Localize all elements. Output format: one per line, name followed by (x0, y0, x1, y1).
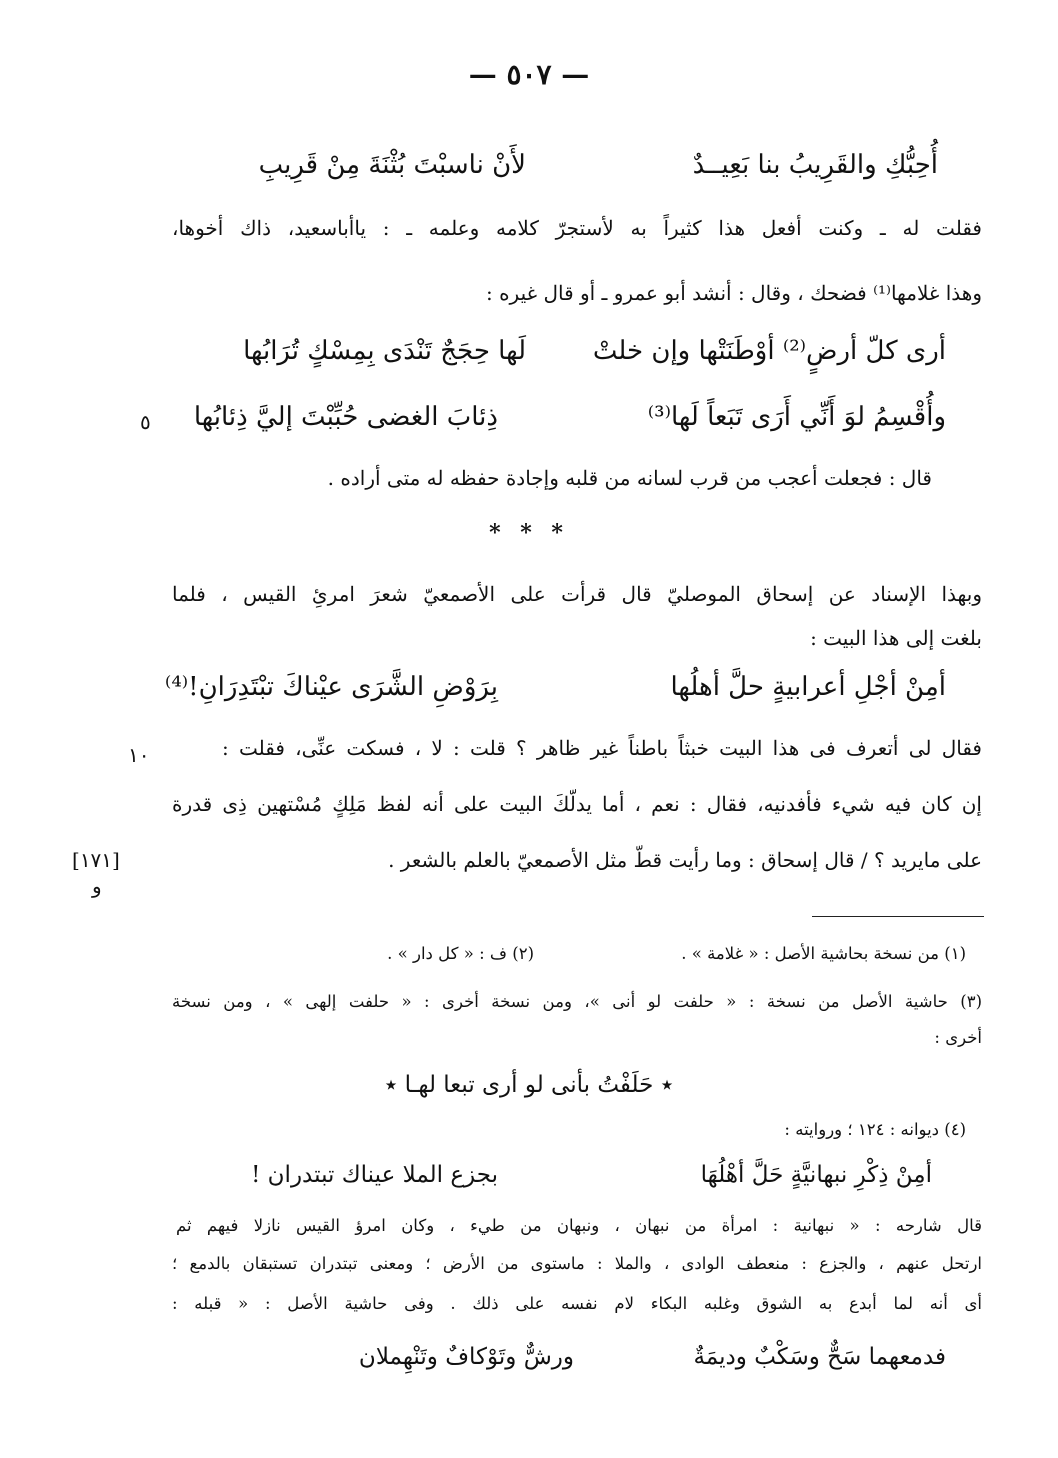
commentary-line: أى أنه لما أبدع به الشوق وغلبه البكاء لام نفسه على ذلك . وفى حاشية الأصل : « قبله : (172, 1294, 982, 1313)
verse-4 (0, 672, 1058, 712)
verse-3 (0, 402, 1058, 442)
prose-line: بلغت إلى هذا البيت : (810, 626, 982, 650)
prose-line: على مايريد ؟ / قال إسحاق : وما رأيت قطّ مثل الأصمعيّ بالعلم بالشعر . (388, 848, 982, 872)
verse-2 (0, 336, 1058, 376)
footnote-4-verse-right-hemistich: أمِنْ ذِكْرِ نبهانيَّةٍ حَلَّ أهْلُهَا (700, 1162, 932, 1188)
footnote-2: (٢) ف : « كل دار » . (387, 944, 534, 963)
verse-2-left-hemistich: لَها حِجَجٌ تَنْدَى بِمِسْكٍ تُرَابُها (243, 336, 526, 366)
prose-line: وهذا غلامها⁽¹⁾ فضحك ، وقال : أنشد أبو عمرو ـ أو قال غيره : (485, 281, 982, 305)
footnote-3-verse: ٭ حَلَفْتُ بأنى لو أرى تبعا لهـا ٭ (384, 1072, 674, 1098)
footnote-4-verse (0, 1162, 1058, 1198)
footnote-4: (٤) ديوانه : ١٢٤ ؛ وروايته : (784, 1120, 966, 1139)
verse-3-right-hemistich: وأُقْسِمُ لوَ أَنِّي أَرَى تَبَعاً لَها⁽³⁾ (647, 402, 946, 432)
verse-1-left-hemistich: لأَنْ ناسبْتَ بُثْنَةَ مِنْ قَرِيبِ (258, 150, 526, 180)
line-number-5: ٥ (140, 410, 151, 434)
manuscript-folio-reference: [١٧١] (72, 848, 120, 872)
footnote-rule (812, 916, 984, 917)
footnote-3-continuation: أخرى : (934, 1028, 982, 1047)
footnote-4-last-verse-left-hemistich: ورشٌّ وتَوْكافٌ وتَنْهِملان (358, 1344, 574, 1370)
footnote-1: (١) من نسخة بحاشية الأصل : « غلامة » . (681, 944, 966, 963)
verse-1-right-hemistich: أُحِبُّكِ والقَرِيبُ بنا بَعِيــدٌ (692, 150, 938, 180)
prose-line: فقال لى أتعرف فى هذا البيت خبثاً باطناً غير ظاهر ؟ قلت : لا ، فسكت عنِّى، فقلت : (222, 736, 982, 760)
commentary-line: ارتحل عنهم ، والجزع : منعطف الوادى ، والملا : ماستوى من الأرض ؛ ومعنى تبتدران تستبقان بالدمع ؛ (172, 1254, 982, 1273)
prose-line: إن كان فيه شيء فأفدنيه، فقال : نعم ، أما يدلّكَ البيت على أنه لفظ مَلِكٍ مُسْتهين ذِى قدرة (172, 792, 982, 816)
verse-4-left-hemistich: بِرَوْضِ الشَّرَى عيْناكَ تبْتَدِرَانِ!⁽⁴⁾ (164, 672, 498, 702)
footnote-4-verse-left-hemistich: بجزع الملا عيناك تبتدران ! (251, 1162, 498, 1188)
footnote-4-last-verse (0, 1344, 1058, 1380)
page-number: — ٥٠٧ — (468, 58, 590, 91)
commentary-line: قال شارحه : « نبهانية : امرأة من نبهان ، ونبهان من طيء ، وكان امرؤ القيس نازلا فيهم ثم (176, 1216, 982, 1235)
footnote-3: (٣) حاشية الأصل من نسخة : « حلفت لو أنى »، ومن نسخة أخرى : « حلفت إلهى » ، ومن نسخة (172, 992, 982, 1011)
prose-line: قال : فجعلت أعجب من قرب لسانه من قلبه وإجادة حفظه له متى أراده . (327, 466, 932, 490)
manuscript-folio-side: و (92, 874, 102, 898)
prose-line: فقلت له ـ وكنت أفعل هذا كثيراً به لأستجرّ كلامه وعلمه ـ : ياأباسعيد، ذاك أخوها، (172, 216, 982, 240)
verse-2-right-hemistich: أرى كلّ أرضٍ⁽²⁾ أوْطَنَتْها وإن خلتْ (592, 336, 946, 366)
line-number-10: ١٠ (128, 743, 150, 767)
verse-3-left-hemistich: ذِئابَ الغضى حُبِّبْتَ إليَّ ذِئابُها (193, 402, 498, 432)
section-separator: * * * (489, 520, 569, 546)
verse-4-right-hemistich: أمِنْ أجْلِ أعرابيةٍ حلَّ أهلُها (670, 672, 946, 702)
prose-line: وبهذا الإسناد عن إسحاق الموصليّ قال قرأت على الأصمعيّ شعرَ امرئِ القيس ، فلما (172, 582, 982, 606)
verse-1 (0, 150, 1058, 190)
footnote-4-last-verse-right-hemistich: فدمعهما سَحٌّ وسَكْبٌ وديمَةٌ (693, 1344, 946, 1370)
